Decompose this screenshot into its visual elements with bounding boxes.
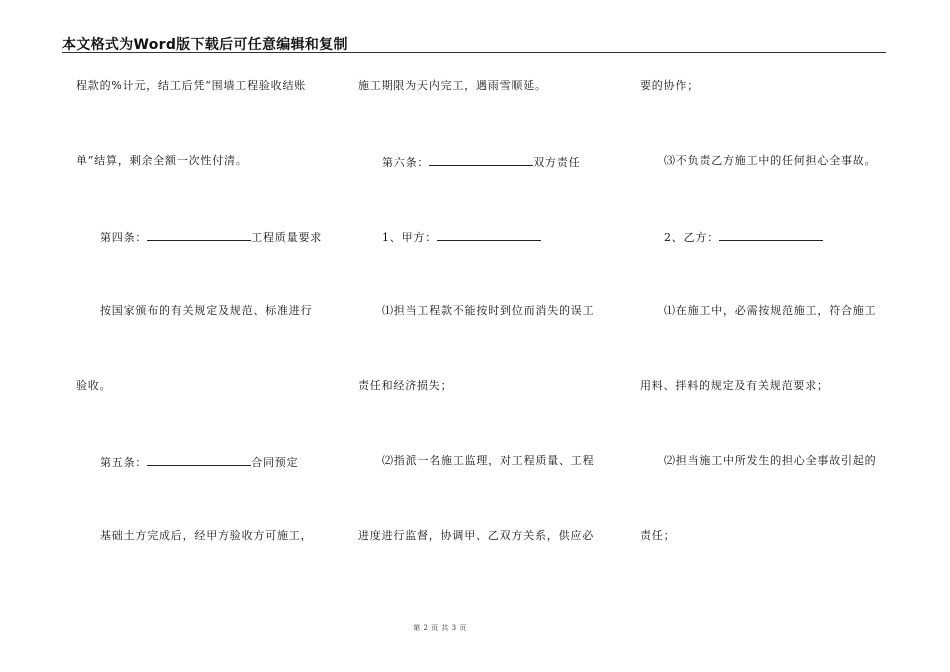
document-header-title: 本文格式为Word版下载后可任意编辑和复制 (62, 37, 348, 53)
fill-in-blank (437, 229, 541, 241)
page-number-footer: 第 2 页 共 3 页 (413, 624, 467, 632)
text-column-2 (358, 0, 620, 672)
article-title: 工程质量要求 (251, 231, 323, 244)
text-column-3 (640, 0, 902, 672)
paragraph-line: 验收。 (76, 379, 112, 392)
paragraph-line: 单”结算，剩余全额一次性付清。 (76, 154, 248, 167)
text-column-1 (76, 0, 338, 672)
fill-in-blank (147, 454, 251, 466)
article-title: 双方责任 (533, 156, 581, 169)
paragraph-line: ⑵指派一名施工监理，对工程质量、工程 (382, 454, 595, 467)
article-6-heading (382, 154, 580, 170)
paragraph-line: 按国家颁布的有关规定及规范、标准进行 (100, 304, 313, 317)
article-label: 第六条： (382, 156, 430, 169)
paragraph-line: ⑴担当工程款不能按时到位而消失的误工 (382, 304, 595, 317)
paragraph-line: 用料、拌料的规定及有关规范要求； (640, 379, 829, 392)
paragraph-line: 施工期限为天内完工，遇雨雪顺延。 (358, 79, 547, 92)
party-a-heading (382, 229, 541, 245)
paragraph-line: 要的协作； (640, 79, 699, 92)
party-label: 2、乙方： (664, 231, 719, 244)
paragraph-line: 进度进行监督，协调甲、乙双方关系，供应必 (358, 529, 594, 542)
paragraph-line: ⑶不负责乙方施工中的任何担心全事故。 (664, 154, 877, 167)
party-b-heading (664, 229, 823, 245)
article-label: 第五条： (100, 456, 148, 469)
fill-in-blank (147, 229, 251, 241)
paragraph-line: ⑵担当施工中所发生的担心全事故引起的 (664, 454, 877, 467)
paragraph-line: 责任； (640, 529, 676, 542)
article-label: 第四条： (100, 231, 148, 244)
paragraph-line: 责任和经济损失； (358, 379, 453, 392)
party-label: 1、甲方： (382, 231, 437, 244)
article-5-heading (100, 454, 298, 470)
article-title: 合同预定 (251, 456, 299, 469)
fill-in-blank (429, 154, 533, 166)
paragraph-line: 基础土方完成后，经甲方验收方可施工， (100, 529, 313, 542)
paragraph-line: 程款的%计元，结工后凭“围墙工程验收结账 (76, 79, 307, 92)
fill-in-blank (719, 229, 823, 241)
paragraph-line: ⑴在施工中，必需按规范施工，符合施工 (664, 304, 877, 317)
article-4-heading (100, 229, 322, 245)
